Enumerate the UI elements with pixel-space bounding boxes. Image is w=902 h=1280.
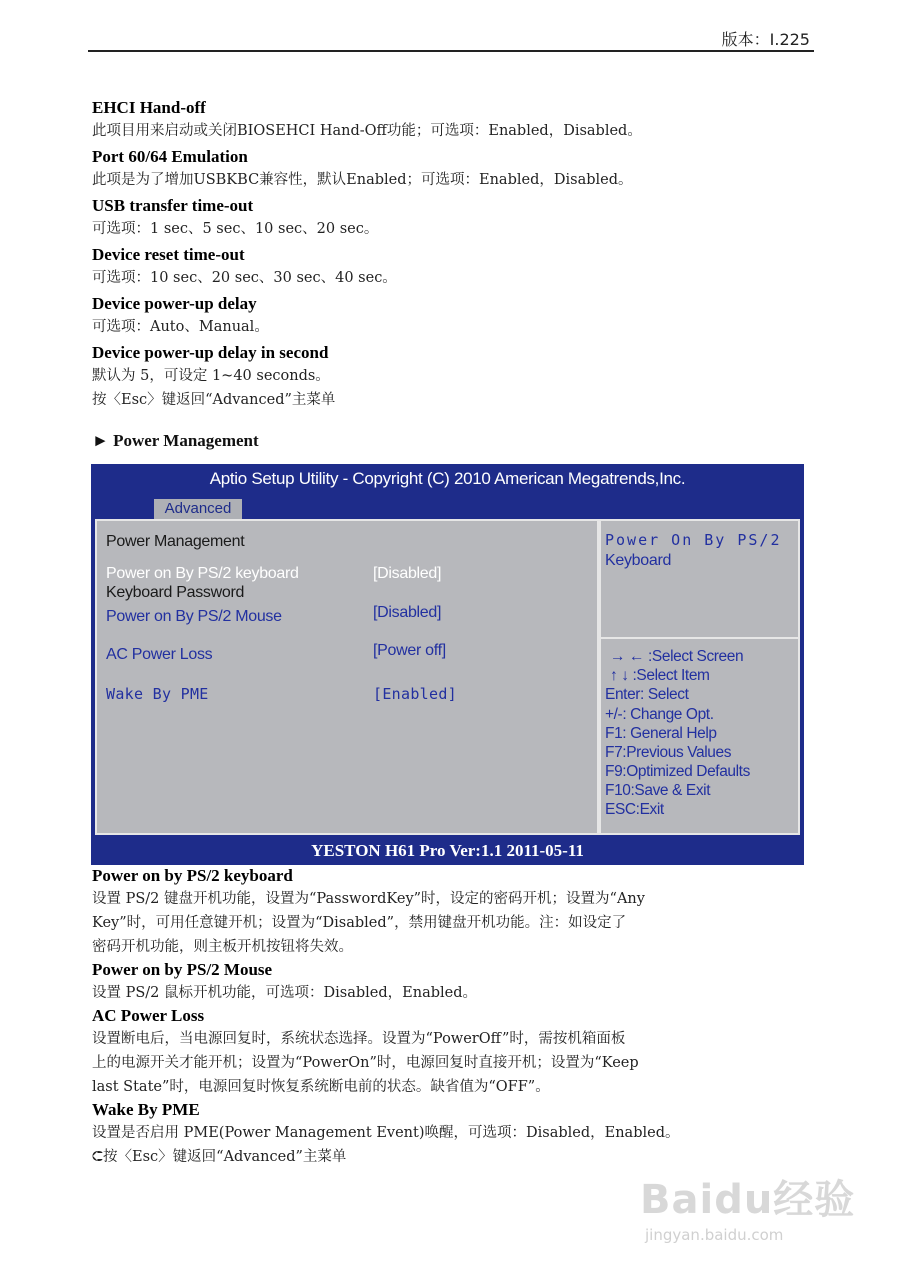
key-help-select-screen: → ← :Select Screen bbox=[610, 648, 744, 665]
setting-description: 可选项：1 sec、5 sec、10 sec、20 sec。 bbox=[92, 221, 379, 237]
setting-description: 可选项：10 sec、20 sec、30 sec、40 sec。 bbox=[92, 270, 397, 286]
bios-value-wake-by-pme[interactable]: [Enabled] bbox=[373, 685, 457, 703]
bios-section-title: Power Management bbox=[106, 533, 245, 550]
setting-description-line: 设置断电后，当电源回复时，系统状态选择。设置为“PowerOff”时，需按机箱面板 bbox=[92, 1031, 626, 1047]
setting-description-line: 设置 PS/2 鼠标开机功能，可选项：Disabled，Enabled。 bbox=[92, 985, 477, 1001]
key-help-select-item: ↑ ↓ :Select Item bbox=[610, 667, 710, 684]
help-panel-divider bbox=[599, 637, 800, 639]
power-management-heading: ► Power Management bbox=[92, 431, 259, 450]
bios-value-ps2-mouse[interactable]: [Disabled] bbox=[373, 604, 442, 621]
setting-description-line: 上的电源开关才能开机；设置为“PowerOn”时，电源回复时直接开机；设置为“Keep bbox=[92, 1055, 639, 1071]
setting-description: 可选项：Auto、Manual。 bbox=[92, 319, 269, 335]
bios-settings-panel bbox=[95, 519, 599, 835]
return-note: ⮈按〈Esc〉键返回“Advanced”主菜单 bbox=[92, 1149, 347, 1165]
key-help-previous-values: F7:Previous Values bbox=[605, 744, 732, 761]
setting-description: 此项目用来启动或关闭BIOSEHCI Hand-Off功能；可选项：Enabled，Disabled。 bbox=[92, 123, 642, 139]
bios-item-ac-power-loss[interactable]: AC Power Loss bbox=[106, 646, 213, 663]
setting-description-line: 设置是否启用 PME(Power Management Event)唤醒，可选项：Disabled，Enabled。 bbox=[92, 1125, 680, 1141]
setting-description-line: Key”时，可用任意键开机；设置为“Disabled”，禁用键盘开机功能。注：如设定了 bbox=[92, 915, 627, 931]
setting-description: 默认为 5，可设定 1~40 seconds。 bbox=[92, 368, 330, 384]
setting-description-line: 设置 PS/2 键盘开机功能，设置为“PasswordKey”时，设定的密码开机；设置为“Any bbox=[92, 891, 645, 907]
bios-value-ac-power-loss[interactable]: [Power off] bbox=[373, 642, 446, 659]
key-help-esc-exit: ESC:Exit bbox=[605, 801, 664, 818]
header-rule bbox=[88, 50, 814, 52]
setting-title: Device reset time-out bbox=[92, 245, 245, 264]
baidu-watermark bbox=[640, 1168, 860, 1268]
key-help-enter: Enter: Select bbox=[605, 686, 689, 703]
bios-item-keyboard-password[interactable]: Keyboard Password bbox=[106, 584, 245, 601]
watermark-logo: Baidu经验 bbox=[640, 1177, 856, 1223]
setting-title: Device power-up delay bbox=[92, 294, 257, 313]
setting-title: Power on by PS/2 Mouse bbox=[92, 960, 273, 979]
key-help-general-help: F1: General Help bbox=[605, 725, 717, 742]
key-help-optimized-defaults: F9:Optimized Defaults bbox=[605, 763, 750, 780]
setting-description-line: 密码开机功能，则主板开机按钮将失效。 bbox=[92, 939, 353, 955]
setting-title: EHCI Hand-off bbox=[92, 98, 206, 117]
setting-title: Port 60/64 Emulation bbox=[92, 147, 248, 166]
bios-value-ps2-keyboard[interactable]: [Disabled] bbox=[373, 565, 442, 582]
help-title-line1: Power On By PS/2 bbox=[605, 531, 782, 549]
key-help-change-opt: +/-: Change Opt. bbox=[605, 706, 714, 723]
header-version: 版本：I.225 bbox=[721, 30, 810, 49]
setting-title: Device power-up delay in second bbox=[92, 343, 329, 362]
bios-footer: YESTON H61 Pro Ver:1.1 2011-05-11 bbox=[311, 841, 584, 860]
section-power-management-details bbox=[92, 865, 816, 1169]
bios-screenshot bbox=[91, 464, 804, 865]
setting-title: Power on by PS/2 keyboard bbox=[92, 866, 293, 885]
section-usb-settings bbox=[92, 94, 816, 452]
bios-body bbox=[95, 519, 800, 835]
tab-advanced[interactable]: Advanced bbox=[154, 499, 242, 519]
setting-description: 此项是为了增加USBKBC兼容性，默认Enabled；可选项：Enabled，Disabled。 bbox=[92, 172, 633, 188]
setting-title: Wake By PME bbox=[92, 1100, 200, 1119]
return-note: 按〈Esc〉键返回“Advanced”主菜单 bbox=[92, 392, 336, 408]
help-title-line2: Keyboard bbox=[605, 552, 672, 569]
key-help-save-exit: F10:Save & Exit bbox=[605, 782, 711, 799]
bios-item-ps2-keyboard[interactable]: Power on By PS/2 keyboard bbox=[106, 565, 299, 582]
setting-description-line: last State”时，电源回复时恢复系统断电前的状态。缺省值为“OFF”。 bbox=[92, 1079, 550, 1095]
setting-title: USB transfer time-out bbox=[92, 196, 254, 215]
bios-item-wake-by-pme[interactable]: Wake By PME bbox=[106, 685, 209, 703]
watermark-url: jingyan.baidu.com bbox=[645, 1226, 784, 1244]
bios-help-panel bbox=[599, 519, 800, 835]
bios-title-bar: Aptio Setup Utility - Copyright (C) 2010 American Megatrends,Inc. bbox=[209, 469, 686, 488]
bios-item-ps2-mouse[interactable]: Power on By PS/2 Mouse bbox=[106, 608, 282, 625]
setting-title: AC Power Loss bbox=[92, 1006, 205, 1025]
